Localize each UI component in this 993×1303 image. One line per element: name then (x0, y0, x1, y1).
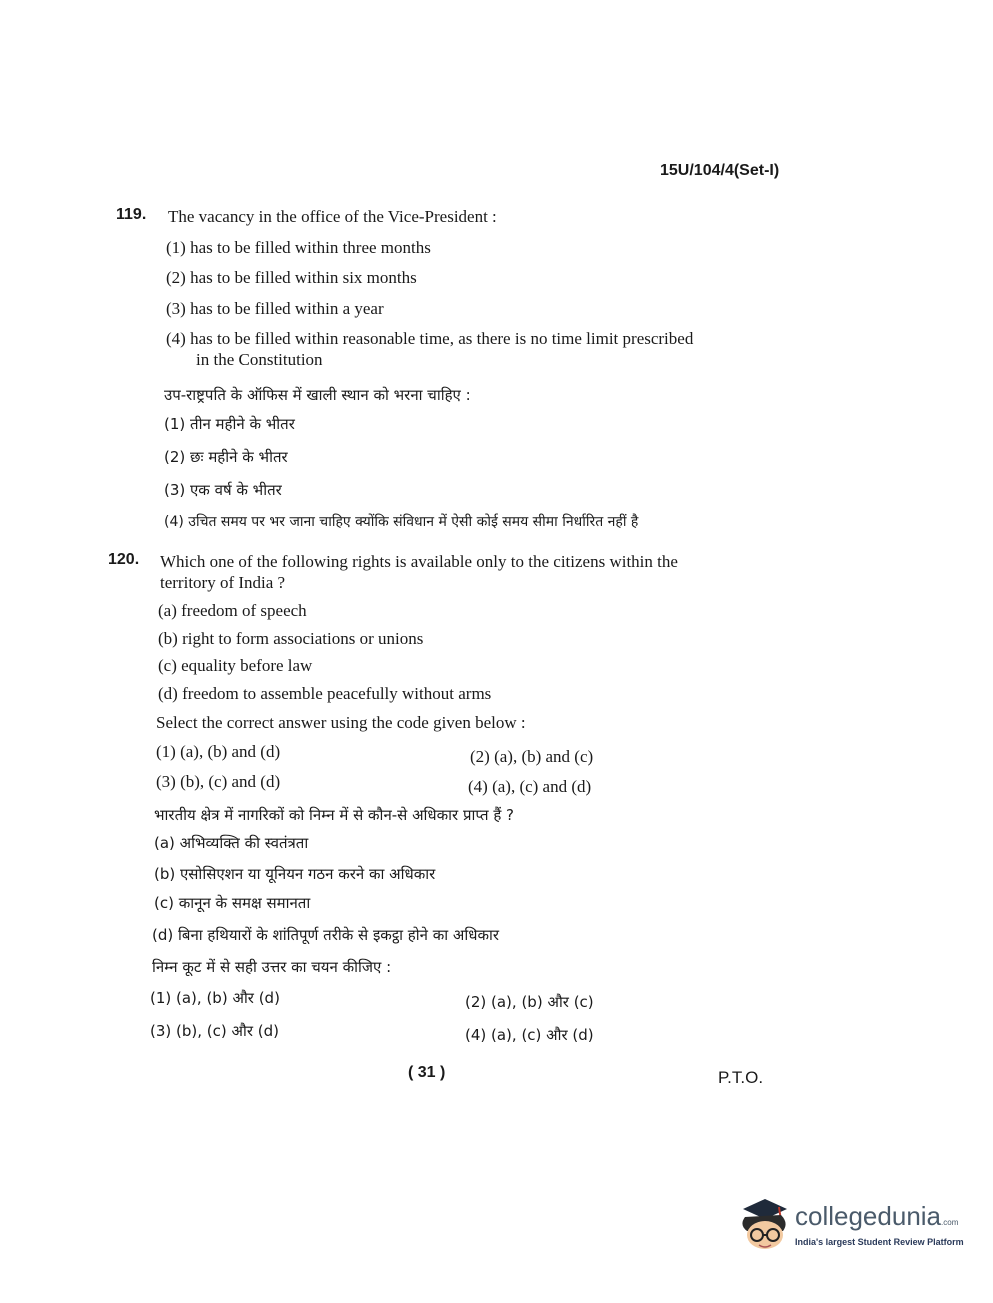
question-120-stem-line-2: territory of India ? (160, 573, 286, 592)
q120-item-b: (b) right to form associations or unions (158, 629, 424, 648)
q119-hindi-option-4: (4) उचित समय पर भर जाना चाहिए क्योंकि संविधान में ऐसी कोई समय सीमा निर्धारित नहीं है (164, 514, 639, 530)
q120-instruction: Select the correct answer using the code given below : (156, 713, 526, 732)
q119-option-2: (2) has to be filled within six months (166, 268, 417, 287)
q120-hindi-stem: भारतीय क्षेत्र में नागरिकों को निम्न में से कौन-से अधिकार प्राप्त हैं ? (154, 806, 515, 824)
q119-option-4-continued: in the Constitution (196, 350, 323, 369)
please-turn-over: P.T.O. (718, 1068, 764, 1087)
q120-hindi-item-c: (c) कानून के समक्ष समानता (154, 894, 311, 912)
q120-hindi-item-a: (a) अभिव्यक्ति की स्वतंत्रता (154, 834, 309, 852)
paper-code: 15U/104/4(Set-I) (660, 162, 780, 179)
q119-option-3: (3) has to be filled within a year (166, 299, 384, 318)
q120-hindi-code-3: (3) (b), (c) और (d) (150, 1022, 279, 1040)
question-number-119: 119. (116, 206, 147, 223)
q120-hindi-code-2: (2) (a), (b) और (c) (465, 993, 594, 1011)
q119-hindi-option-2: (2) छः महीने के भीतर (164, 448, 288, 466)
page-number: ( 31 ) (408, 1064, 446, 1081)
q119-hindi-option-3: (3) एक वर्ष के भीतर (164, 481, 282, 499)
q120-hindi-code-1: (1) (a), (b) और (d) (150, 989, 280, 1007)
collegedunia-logo (735, 1195, 965, 1260)
q120-code-3: (3) (b), (c) and (d) (156, 772, 281, 791)
question-number-120: 120. (108, 551, 140, 568)
q119-option-4: (4) has to be filled within reasonable time, as there is no time limit prescribed (166, 329, 694, 348)
q120-hindi-item-d: (d) बिना हथियारों के शांतिपूर्ण तरीके से इकट्ठा होने का अधिकार (152, 926, 500, 944)
question-120-stem-line-1: Which one of the following rights is available only to the citizens within the (160, 552, 678, 571)
q120-item-c: (c) equality before law (158, 656, 313, 675)
q119-option-1: (1) has to be filled within three months (166, 238, 431, 257)
q119-hindi-option-1: (1) तीन महीने के भीतर (164, 415, 295, 433)
q120-item-a: (a) freedom of speech (158, 601, 307, 620)
logo-wordmark: collegedunia.com (795, 1201, 959, 1231)
q119-hindi-stem: उप-राष्ट्रपति के ऑफिस में खाली स्थान को भरना चाहिए : (164, 386, 471, 404)
q120-hindi-instruction: निम्न कूट में से सही उत्तर का चयन कीजिए : (152, 958, 392, 976)
q120-code-4: (4) (a), (c) and (d) (468, 777, 592, 796)
student-mascot-icon (735, 1195, 791, 1255)
q120-code-2: (2) (a), (b) and (c) (470, 747, 594, 766)
question-119-stem: The vacancy in the office of the Vice-President : (168, 207, 497, 226)
q120-code-1: (1) (a), (b) and (d) (156, 742, 281, 761)
q120-hindi-item-b: (b) एसोसिएशन या यूनियन गठन करने का अधिकार (154, 865, 436, 883)
q120-hindi-code-4: (4) (a), (c) और (d) (465, 1026, 594, 1044)
q120-item-d: (d) freedom to assemble peacefully without arms (158, 684, 492, 703)
logo-tagline: India's largest Student Review Platform (795, 1237, 964, 1247)
